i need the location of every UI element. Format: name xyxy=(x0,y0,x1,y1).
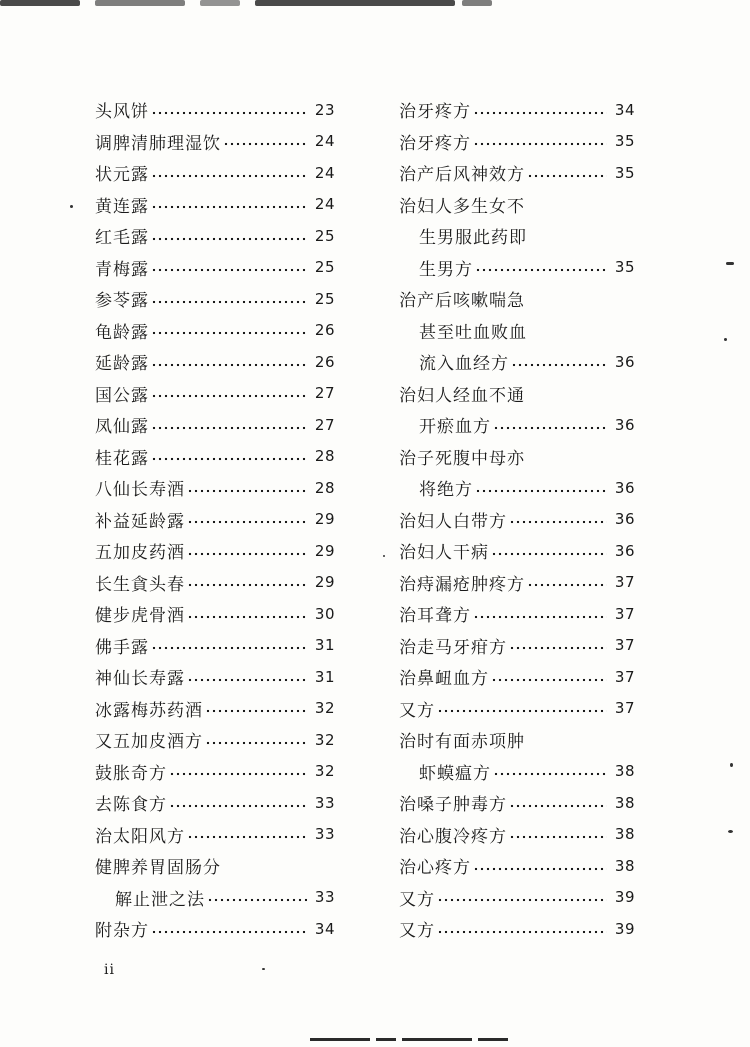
toc-entry xyxy=(95,346,335,378)
dot-leader xyxy=(509,520,607,524)
toc-entry xyxy=(95,850,335,882)
dot-leader xyxy=(151,930,307,934)
toc-entry-page: 38 xyxy=(614,825,635,844)
scan-speck xyxy=(726,262,734,265)
toc-entry-title: 调脾清肺理湿饮 xyxy=(95,133,221,154)
dot-leader xyxy=(151,111,307,115)
toc-entry-page: 36 xyxy=(614,510,635,529)
toc-left-column xyxy=(95,94,335,945)
toc-entry-page: 36 xyxy=(614,352,635,371)
toc-entry xyxy=(399,787,635,819)
toc-entry-page: 38 xyxy=(614,856,635,875)
toc-entry-page: 25 xyxy=(314,226,335,245)
toc-entry-page: 35 xyxy=(614,163,635,182)
toc-entry-title: 参苓露 xyxy=(95,291,149,312)
dot-leader xyxy=(207,898,307,902)
toc-entry-page: 24 xyxy=(314,132,335,151)
dot-leader xyxy=(527,174,607,178)
toc-entry-title: 开瘀血方 xyxy=(419,417,491,438)
dot-leader xyxy=(205,741,307,745)
toc-entry xyxy=(399,630,635,662)
scan-speck xyxy=(383,555,385,557)
dot-leader xyxy=(473,111,607,115)
toc-entry xyxy=(399,913,635,945)
dot-leader xyxy=(151,457,307,461)
toc-entry xyxy=(399,315,635,347)
dot-leader xyxy=(475,489,607,493)
toc-entry xyxy=(95,94,335,126)
dot-leader xyxy=(509,646,607,650)
toc-entry xyxy=(399,504,635,536)
toc-entry-page: 34 xyxy=(314,919,335,938)
dot-leader xyxy=(169,804,307,808)
toc-entry-title: 治时有面赤项肿 xyxy=(399,732,525,753)
toc-entry-page: 27 xyxy=(314,384,335,403)
dot-leader xyxy=(437,898,607,902)
toc-entry-page: 35 xyxy=(614,132,635,151)
dot-leader xyxy=(151,394,307,398)
toc-entry-page: 39 xyxy=(614,888,635,907)
toc-entry xyxy=(95,535,335,567)
toc-entry-title: 青梅露 xyxy=(95,259,149,280)
toc-entry-title: 治痔漏疮肿疼方 xyxy=(399,574,525,595)
dot-leader xyxy=(437,930,607,934)
scan-edge-artifact xyxy=(0,0,750,14)
toc-entry xyxy=(95,819,335,851)
dot-leader xyxy=(151,237,307,241)
toc-entry xyxy=(399,378,635,410)
toc-entry-title: 解止泄之法 xyxy=(115,889,205,910)
toc-entry xyxy=(399,819,635,851)
toc-entry xyxy=(95,220,335,252)
toc-entry-title: 冰露梅苏药酒 xyxy=(95,700,203,721)
toc-entry-title: 五加皮药酒 xyxy=(95,543,185,564)
toc-entry-page: 31 xyxy=(314,667,335,686)
dot-leader xyxy=(509,804,607,808)
toc-entry xyxy=(95,126,335,158)
toc-entry xyxy=(95,756,335,788)
dot-leader xyxy=(151,426,307,430)
toc-entry-title: 治鼻衄血方 xyxy=(399,669,489,690)
toc-entry xyxy=(399,850,635,882)
page-folio: ii xyxy=(104,962,115,978)
toc-entry xyxy=(95,724,335,756)
toc-entry xyxy=(399,567,635,599)
toc-entry xyxy=(399,756,635,788)
dot-leader xyxy=(509,835,607,839)
toc-entry xyxy=(399,472,635,504)
dot-leader xyxy=(151,174,307,178)
toc-entry-title: 虾蟆瘟方 xyxy=(419,763,491,784)
toc-entry-page: 24 xyxy=(314,163,335,182)
toc-entry xyxy=(95,661,335,693)
dot-leader xyxy=(187,552,307,556)
toc-entry-title: 又方 xyxy=(399,921,435,942)
toc-entry xyxy=(399,252,635,284)
toc-entry-page: 24 xyxy=(314,195,335,214)
toc-entry-title: 又方 xyxy=(399,700,435,721)
toc-entry-page: 32 xyxy=(314,730,335,749)
toc-entry-title: 凤仙露 xyxy=(95,417,149,438)
dot-leader xyxy=(223,142,307,146)
toc-entry-title: 八仙长寿酒 xyxy=(95,480,185,501)
toc-entry-title: 治心腹冷疼方 xyxy=(399,826,507,847)
toc-entry-title: 甚至吐血败血 xyxy=(419,322,527,343)
toc-entry-title: 头风饼 xyxy=(95,102,149,123)
dot-leader xyxy=(511,363,607,367)
toc-entry xyxy=(399,94,635,126)
toc-entry-page: 34 xyxy=(614,100,635,119)
toc-entry-page: 29 xyxy=(314,573,335,592)
toc-entry xyxy=(95,913,335,945)
toc-entry xyxy=(95,567,335,599)
toc-entry-page: 28 xyxy=(314,447,335,466)
toc-right-column xyxy=(399,94,635,945)
toc-entry xyxy=(399,283,635,315)
toc-entry xyxy=(399,598,635,630)
toc-entry-title: 治产后风神效方 xyxy=(399,165,525,186)
toc-entry xyxy=(95,252,335,284)
scan-speck xyxy=(70,205,73,208)
dot-leader xyxy=(475,268,607,272)
dot-leader xyxy=(473,615,607,619)
dot-leader xyxy=(187,489,307,493)
toc-entry xyxy=(399,724,635,756)
dot-leader xyxy=(205,709,307,713)
toc-entry-page: 31 xyxy=(314,636,335,655)
toc-entry-page: 25 xyxy=(314,289,335,308)
toc-entry-title: 将绝方 xyxy=(419,480,473,501)
toc-entry-title: 治心疼方 xyxy=(399,858,471,879)
toc-entry-title: 黄连露 xyxy=(95,196,149,217)
toc-entry-page: 38 xyxy=(614,793,635,812)
toc-entry-page: 32 xyxy=(314,762,335,781)
toc-entry-page: 37 xyxy=(614,667,635,686)
scan-speck xyxy=(262,968,265,970)
toc-entry-page: 27 xyxy=(314,415,335,434)
dot-leader xyxy=(493,426,607,430)
toc-entry xyxy=(399,882,635,914)
toc-entry-page: 36 xyxy=(614,415,635,434)
toc-entry-title: 治牙疼方 xyxy=(399,133,471,154)
toc-entry xyxy=(399,189,635,221)
toc-entry-title: 又五加皮酒方 xyxy=(95,732,203,753)
toc-entry-page: 29 xyxy=(314,541,335,560)
toc-entry-title: 生男服此药即 xyxy=(419,228,527,249)
dot-leader xyxy=(187,583,307,587)
toc-entry-title: 治耳聋方 xyxy=(399,606,471,627)
dot-leader xyxy=(151,646,307,650)
toc-entry-title: 治产后咳嗽喘急 xyxy=(399,291,525,312)
scan-speck xyxy=(724,338,727,341)
toc-entry-title: 治牙疼方 xyxy=(399,102,471,123)
toc-entry xyxy=(95,378,335,410)
scan-bottom-artifact xyxy=(310,1038,510,1043)
toc-entry xyxy=(95,441,335,473)
toc-entry-page: 32 xyxy=(314,699,335,718)
toc-entry-title: 治太阳风方 xyxy=(95,826,185,847)
dot-leader xyxy=(169,772,307,776)
dot-leader xyxy=(491,678,607,682)
toc-entry xyxy=(95,882,335,914)
toc-entry-title: 去陈食方 xyxy=(95,795,167,816)
toc-entry-page: 28 xyxy=(314,478,335,497)
toc-entry-page: 25 xyxy=(314,258,335,277)
toc-entry xyxy=(399,661,635,693)
toc-entry-page: 26 xyxy=(314,321,335,340)
toc-entry-page: 39 xyxy=(614,919,635,938)
toc-entry-title: 龟龄露 xyxy=(95,322,149,343)
toc-entry xyxy=(399,346,635,378)
toc-entry-title: 国公露 xyxy=(95,385,149,406)
toc-entry-title: 治子死腹中母亦 xyxy=(399,448,525,469)
dot-leader xyxy=(493,772,607,776)
toc-entry-page: 26 xyxy=(314,352,335,371)
toc-entry xyxy=(95,409,335,441)
toc-entry-page: 37 xyxy=(614,636,635,655)
dot-leader xyxy=(437,709,607,713)
dot-leader xyxy=(151,363,307,367)
toc-entry-title: 治妇人多生女不 xyxy=(399,196,525,217)
toc-entry-title: 附杂方 xyxy=(95,921,149,942)
toc-entry-page: 30 xyxy=(314,604,335,623)
toc-entry-title: 生男方 xyxy=(419,259,473,280)
dot-leader xyxy=(151,331,307,335)
toc-entry-title: 状元露 xyxy=(95,165,149,186)
scan-speck xyxy=(730,763,733,767)
toc-entry-page: 37 xyxy=(614,573,635,592)
toc-entry-page: 33 xyxy=(314,825,335,844)
toc-entry-page: 36 xyxy=(614,541,635,560)
toc-entry-page: 33 xyxy=(314,888,335,907)
toc-entry-page: 35 xyxy=(614,258,635,277)
toc-entry-title: 健步虎骨酒 xyxy=(95,606,185,627)
toc-entry xyxy=(95,598,335,630)
toc-entry xyxy=(95,472,335,504)
toc-entry xyxy=(399,441,635,473)
toc-entry xyxy=(399,693,635,725)
toc-entry-title: 又方 xyxy=(399,889,435,910)
toc-entry xyxy=(95,157,335,189)
dot-leader xyxy=(473,867,607,871)
dot-leader xyxy=(187,835,307,839)
toc-entry-page: 37 xyxy=(614,604,635,623)
toc-entry-page: 36 xyxy=(614,478,635,497)
toc-entry-title: 鼓胀奇方 xyxy=(95,763,167,784)
toc-entry xyxy=(95,787,335,819)
toc-entry-title: 治妇人经血不通 xyxy=(399,385,525,406)
toc-entry-title: 长生貪头春 xyxy=(95,574,185,595)
dot-leader xyxy=(491,552,607,556)
toc-entry-title: 神仙长寿露 xyxy=(95,669,185,690)
toc-entry xyxy=(95,630,335,662)
toc-entry-title: 治妇人白带方 xyxy=(399,511,507,532)
toc-entry-title: 延龄露 xyxy=(95,354,149,375)
dot-leader xyxy=(473,142,607,146)
toc-entry-page: 37 xyxy=(614,699,635,718)
toc-entry-title: 治走马牙疳方 xyxy=(399,637,507,658)
dot-leader xyxy=(187,678,307,682)
toc-entry-title: 佛手露 xyxy=(95,637,149,658)
dot-leader xyxy=(187,615,307,619)
toc-entry xyxy=(399,157,635,189)
dot-leader xyxy=(151,268,307,272)
toc-entry xyxy=(95,315,335,347)
toc-entry-title: 红毛露 xyxy=(95,228,149,249)
dot-leader xyxy=(151,300,307,304)
toc-entry-title: 治妇人干病 xyxy=(399,543,489,564)
toc-entry-page: 29 xyxy=(314,510,335,529)
scan-speck xyxy=(728,830,733,833)
toc-entry xyxy=(95,504,335,536)
toc-entry xyxy=(399,535,635,567)
toc-entry-page: 38 xyxy=(614,762,635,781)
toc-entry-title: 健脾养胃固肠分 xyxy=(95,858,221,879)
toc-entry-title: 治嗓子肿毒方 xyxy=(399,795,507,816)
toc-entry xyxy=(399,220,635,252)
dot-leader xyxy=(187,520,307,524)
toc-entry xyxy=(95,283,335,315)
toc-entry xyxy=(399,409,635,441)
toc-entry-title: 桂花露 xyxy=(95,448,149,469)
dot-leader xyxy=(151,205,307,209)
toc-entry xyxy=(399,126,635,158)
toc-entry-title: 流入血经方 xyxy=(419,354,509,375)
toc-entry-page: 23 xyxy=(314,100,335,119)
toc-entry xyxy=(95,189,335,221)
toc-entry-page: 33 xyxy=(314,793,335,812)
toc-entry xyxy=(95,693,335,725)
dot-leader xyxy=(527,583,607,587)
toc-entry-title: 补益延龄露 xyxy=(95,511,185,532)
